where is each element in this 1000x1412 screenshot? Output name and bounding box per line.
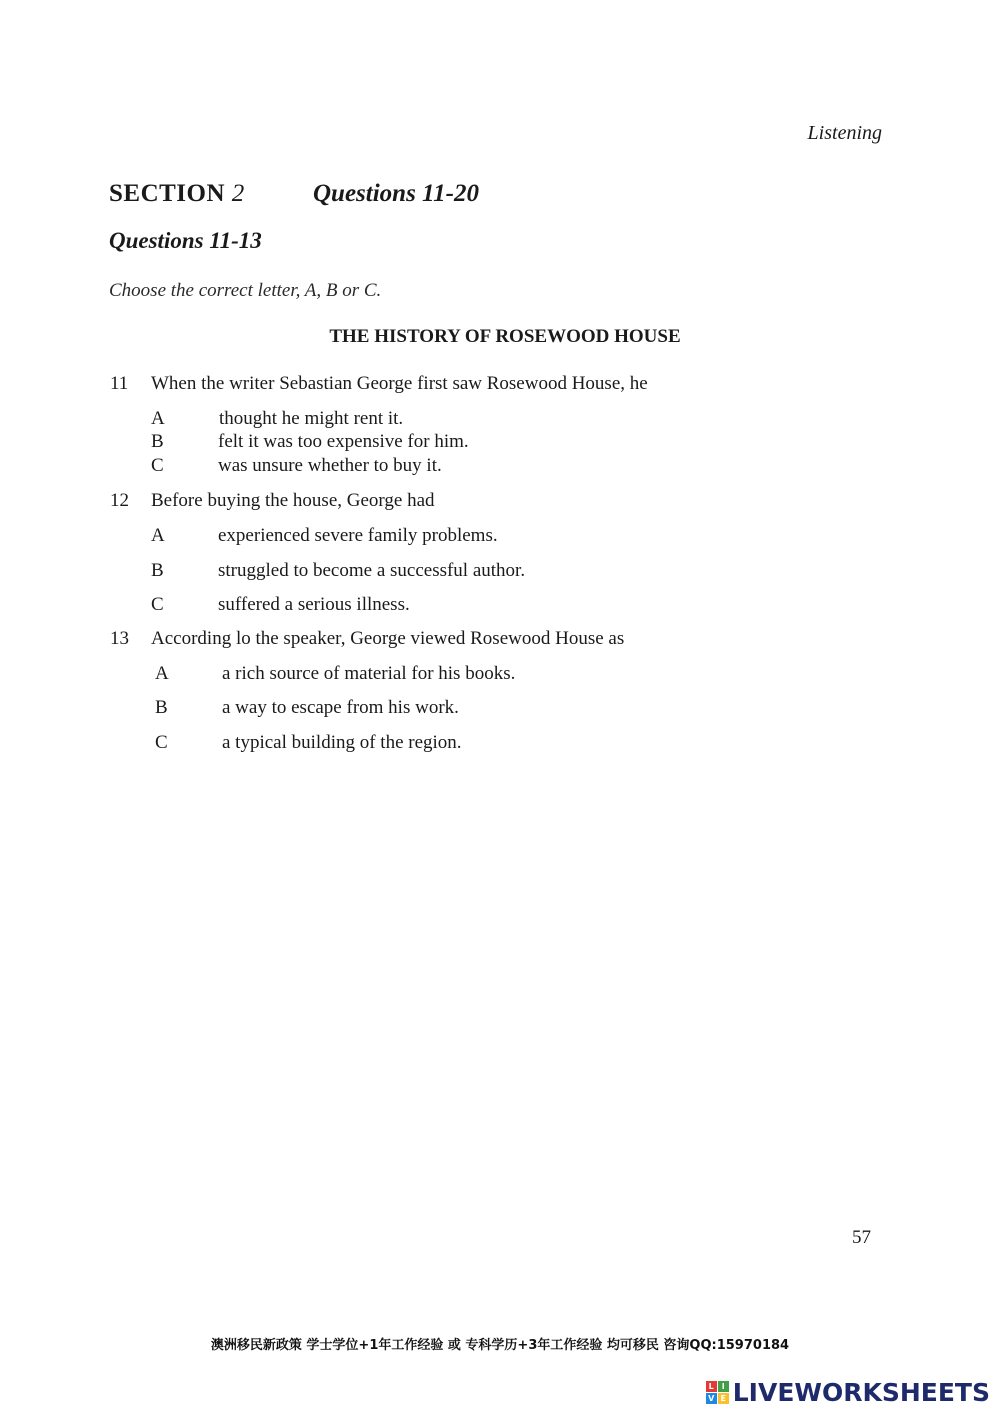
option-letter: C (155, 732, 168, 753)
option-text: felt it was too expensive for him. (218, 431, 469, 452)
liveworksheets-logo-text: LIVEWORKSHEETS (732, 1378, 990, 1407)
section-title (109, 180, 245, 208)
logo-tile: I (718, 1381, 729, 1392)
option-text: suffered a serious illness. (218, 594, 410, 615)
option-letter: C (151, 594, 164, 615)
subsection-heading: Questions 11-13 (109, 228, 262, 253)
question-number: 11 (110, 373, 129, 394)
option-text: was unsure whether to buy it. (218, 455, 442, 476)
option-text: thought he might rent it. (219, 408, 404, 429)
question-stem: When the writer Sebastian George first saw Rosewood House, he (151, 373, 648, 394)
option-text: experienced severe family problems. (218, 525, 498, 546)
option-text: a rich source of material for his books. (222, 663, 516, 684)
option-text: a typical building of the region. (222, 732, 462, 753)
option-letter: A (155, 663, 169, 684)
section-label: SECTION (109, 180, 226, 207)
question-stem: Before buying the house, George had (151, 490, 435, 511)
liveworksheets-logo-icon (706, 1381, 729, 1404)
option-letter: B (151, 560, 164, 581)
option-text: struggled to become a successful author. (218, 560, 526, 581)
section-number: 2 (231, 180, 245, 207)
option-letter: A (151, 525, 165, 546)
instruction-text: Choose the correct letter, A, B or C. (109, 280, 382, 301)
option-letter: B (155, 697, 168, 718)
option-letter: B (151, 431, 164, 452)
logo-tile: L (706, 1381, 717, 1392)
page-number: 57 (852, 1227, 871, 1248)
liveworksheets-watermark (706, 1378, 990, 1407)
footer-notice: 澳洲移民新政策 学士学位+1年工作经验 或 专科学历+3年工作经验 均可移民 咨询QQ:15970184 (210, 1338, 790, 1353)
question-number: 13 (110, 628, 129, 649)
logo-tile: E (718, 1393, 729, 1404)
question-stem: According lo the speaker, George viewed Rosewood House as (151, 628, 625, 649)
option-text: a way to escape from his work. (222, 697, 459, 718)
logo-tile: V (706, 1393, 717, 1404)
section-range: Questions 11-20 (313, 180, 480, 207)
running-head: Listening (807, 122, 882, 144)
option-letter: C (151, 455, 164, 476)
document-title: THE HISTORY OF ROSEWOOD HOUSE (329, 326, 681, 347)
question-number: 12 (110, 490, 129, 511)
option-letter: A (151, 408, 165, 429)
